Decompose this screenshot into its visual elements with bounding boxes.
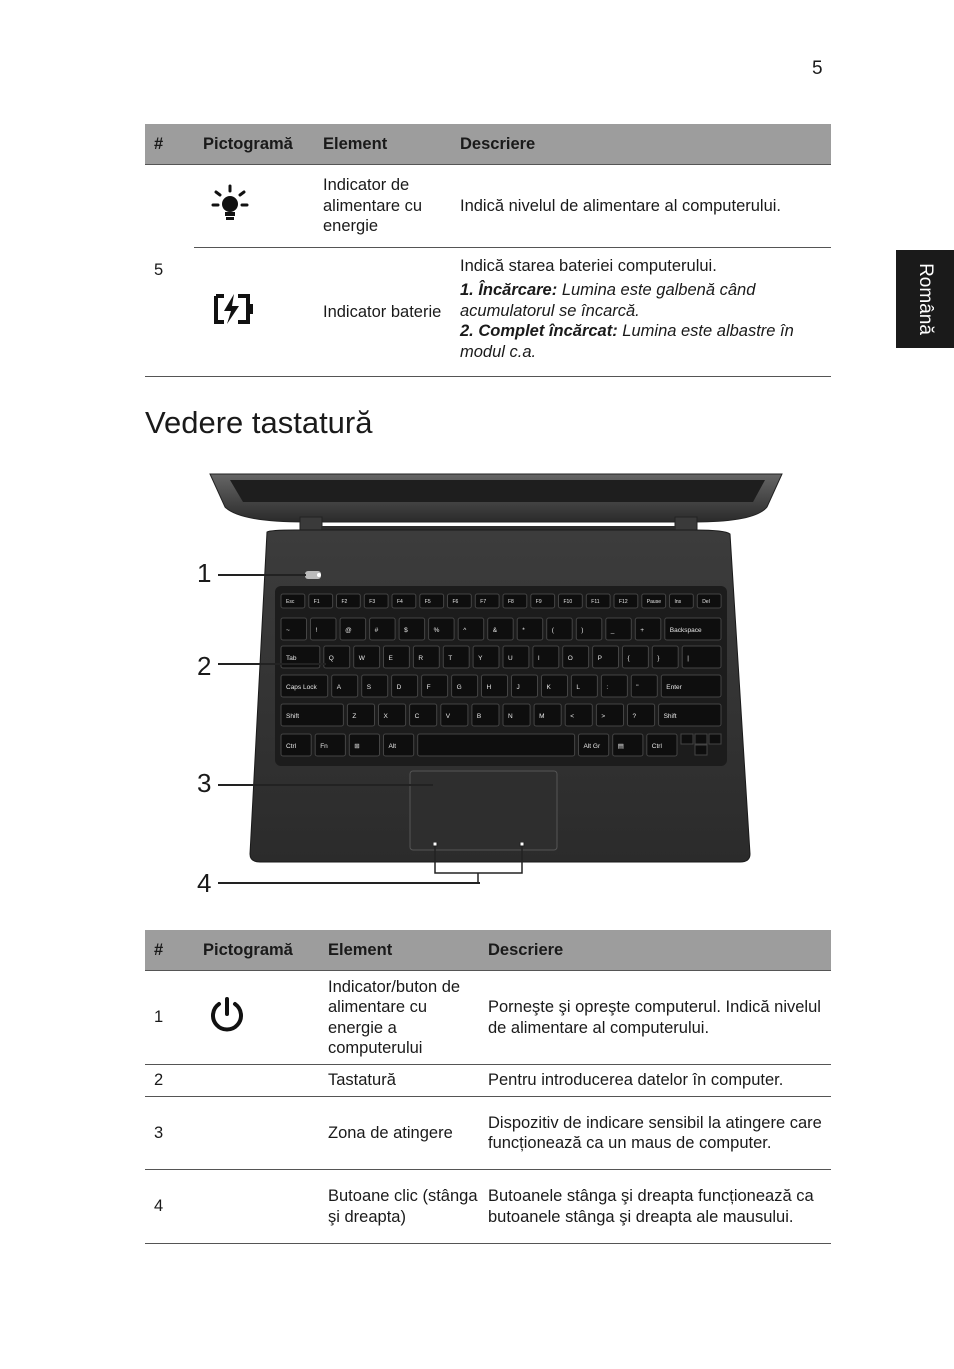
key xyxy=(576,618,602,640)
key-label: ? xyxy=(632,713,637,720)
key-label: @ xyxy=(345,627,352,634)
key xyxy=(542,675,568,697)
key-label: F1 xyxy=(313,599,320,605)
key-label: E xyxy=(388,655,393,662)
description-cell: Indică nivelul de alimentare al computerului. xyxy=(451,165,831,248)
key xyxy=(563,646,589,668)
header-number: # xyxy=(145,124,194,165)
key xyxy=(517,618,543,640)
element-cell: Tastatură xyxy=(319,1065,479,1097)
key-label: U xyxy=(508,655,513,662)
key-label: ~ xyxy=(286,627,290,634)
key-label: B xyxy=(476,713,482,720)
key xyxy=(340,618,366,640)
callout-line xyxy=(218,784,433,786)
key-label: " xyxy=(636,684,639,691)
key-label: K xyxy=(546,684,551,691)
description-text: Indică starea bateriei computerului. xyxy=(460,256,717,275)
key xyxy=(670,594,694,608)
sun-icon xyxy=(210,183,250,223)
charged-note xyxy=(460,321,831,362)
row-number: 4 xyxy=(145,1170,194,1244)
laptop-illustration xyxy=(195,462,795,902)
key-label: * xyxy=(522,627,525,634)
table-row xyxy=(145,248,831,377)
key-label: P xyxy=(597,655,602,662)
key-label: F xyxy=(426,684,431,691)
key xyxy=(593,646,619,668)
key-label: ^ xyxy=(463,627,467,634)
icon-cell xyxy=(194,971,319,1065)
table-row xyxy=(145,1097,831,1170)
callout-touchpad: 3 xyxy=(197,768,212,798)
callout-line xyxy=(218,574,306,576)
key-label: ) xyxy=(581,627,584,634)
table-header-row xyxy=(145,124,831,165)
key-label: > xyxy=(601,713,606,720)
key xyxy=(420,594,444,608)
key xyxy=(370,618,396,640)
key-label: & xyxy=(492,627,498,634)
language-tab xyxy=(896,250,954,348)
battery-charging-icon xyxy=(210,292,256,326)
key xyxy=(448,594,472,608)
key-label: Alt Gr xyxy=(583,743,601,750)
callout-keyboard: 2 xyxy=(197,651,212,681)
key xyxy=(635,618,661,640)
icon-cell xyxy=(194,1097,319,1170)
key xyxy=(547,618,573,640)
key-label: D xyxy=(396,684,402,691)
key-label: Caps Lock xyxy=(286,684,317,691)
element-cell: Indicator baterie xyxy=(314,248,451,377)
row-number: 3 xyxy=(145,1097,194,1170)
key-label: Z xyxy=(352,713,357,720)
header-icon: Pictogramă xyxy=(194,930,319,971)
key xyxy=(309,594,333,608)
key-label: F3 xyxy=(369,599,376,605)
key-label: : xyxy=(606,684,609,691)
callout-buttons: 4 xyxy=(197,868,212,898)
key-label: ⊞ xyxy=(354,743,360,750)
key xyxy=(606,618,632,640)
key-label: F4 xyxy=(397,599,403,605)
key-label: Enter xyxy=(666,684,682,691)
note-label: 1. Încărcare: xyxy=(460,281,558,300)
icon-cell xyxy=(194,165,314,248)
description-cell: Porneşte şi opreşte computerul. Indică nivelul de alimentare al computerului. xyxy=(479,971,831,1065)
power-icon xyxy=(208,996,246,1034)
language-tab-label: Română xyxy=(915,263,936,335)
table-header-row xyxy=(145,930,831,971)
key-label: V xyxy=(445,713,451,720)
key-label: S xyxy=(366,684,372,691)
key xyxy=(458,618,484,640)
key-label: R xyxy=(418,655,424,662)
key xyxy=(473,646,499,668)
key xyxy=(337,594,361,608)
key-label: Alt xyxy=(388,743,397,750)
description-cell: Dispozitiv de indicare sensibil la atingere care funcționează ca un maus de computer. xyxy=(479,1097,831,1170)
key xyxy=(354,646,380,668)
table-row xyxy=(145,971,831,1065)
key-label: T xyxy=(448,655,453,662)
key-label: F12 xyxy=(619,599,628,605)
description-cell xyxy=(451,248,831,377)
key-label: Q xyxy=(328,655,334,662)
key-label: ( xyxy=(551,627,554,634)
key xyxy=(652,646,678,668)
key xyxy=(324,646,350,668)
key xyxy=(332,675,358,697)
row-number: 5 xyxy=(145,165,194,377)
components-table xyxy=(145,930,831,1244)
header-element: Element xyxy=(319,930,479,971)
row-number: 2 xyxy=(145,1065,194,1097)
key-label: C xyxy=(414,713,420,720)
arrow-key xyxy=(695,745,707,755)
key-label: < xyxy=(570,713,574,720)
key-label: O xyxy=(567,655,573,662)
header-number: # xyxy=(145,930,194,971)
icon-cell xyxy=(194,1065,319,1097)
key xyxy=(601,675,627,697)
charging-note xyxy=(460,280,831,321)
key-label: # xyxy=(374,627,379,634)
key-label: F9 xyxy=(535,599,542,605)
header-description: Descriere xyxy=(451,124,831,165)
note-label: 2. Complet încărcat: xyxy=(460,322,618,341)
row-number: 1 xyxy=(145,971,194,1065)
key xyxy=(413,646,439,668)
header-icon: Pictogramă xyxy=(194,124,314,165)
key-label: J xyxy=(516,684,520,691)
key-label: H xyxy=(486,684,492,691)
key-label: ! xyxy=(315,627,318,634)
key-label: | xyxy=(687,655,689,662)
key-label: G xyxy=(456,684,462,691)
note-text: Lumina este albastre în modul c.a. xyxy=(460,322,794,361)
element-cell: Indicator/buton de alimentare cu energie a computerului xyxy=(319,971,479,1065)
key xyxy=(422,675,448,697)
key-label: N xyxy=(508,713,513,720)
key-label: Ctrl xyxy=(651,743,662,750)
key-label: F10 xyxy=(563,599,573,605)
callout-line xyxy=(218,663,326,665)
key-label: L xyxy=(576,684,581,691)
key xyxy=(631,675,657,697)
key xyxy=(623,646,649,668)
key-label: F6 xyxy=(452,599,459,605)
key-label: A xyxy=(336,684,342,691)
keyboard-figure xyxy=(195,462,795,902)
key xyxy=(392,675,418,697)
icon-cell xyxy=(194,248,314,377)
key-label: Pause xyxy=(646,599,661,605)
key xyxy=(418,734,575,756)
key-label: ▤ xyxy=(617,743,624,750)
callout-bracket xyxy=(433,842,525,884)
key-label: { xyxy=(627,655,630,662)
callout-power: 1 xyxy=(197,558,212,588)
key-label: Shift xyxy=(663,713,677,720)
key-label: } xyxy=(657,655,660,662)
key-label: F11 xyxy=(591,599,600,605)
key xyxy=(281,618,307,640)
key-label: Fn xyxy=(320,743,328,750)
key xyxy=(362,675,388,697)
key-label: Backspace xyxy=(669,627,702,634)
key xyxy=(512,675,538,697)
key-label: Esc xyxy=(286,599,295,605)
key-label: % xyxy=(433,627,440,634)
key xyxy=(364,594,388,608)
key xyxy=(503,594,527,608)
key-label: I xyxy=(537,655,540,662)
key-label: F5 xyxy=(424,599,431,605)
header-description: Descriere xyxy=(479,930,831,971)
description-cell: Butoanele stânga şi dreapta funcționează ca butoanele stânga şi dreapta ale mausului. xyxy=(479,1170,831,1244)
key-label: X xyxy=(383,713,388,720)
page-number: 5 xyxy=(812,58,823,79)
key xyxy=(571,675,597,697)
element-cell: Zona de atingere xyxy=(319,1097,479,1170)
key xyxy=(482,675,508,697)
key-label: $ xyxy=(404,627,408,634)
key-label: F7 xyxy=(480,599,487,605)
note-text: Lumina este galbenă când acumulatorul se încarcă. xyxy=(460,281,756,320)
key xyxy=(488,618,514,640)
section-title: Vedere tastatură xyxy=(145,405,373,440)
key xyxy=(311,618,337,640)
key xyxy=(384,646,410,668)
key xyxy=(531,594,555,608)
key-label: F2 xyxy=(341,599,348,605)
key xyxy=(399,618,425,640)
key xyxy=(452,675,478,697)
key-label: F8 xyxy=(508,599,514,605)
key-label: Y xyxy=(478,655,483,662)
table-row xyxy=(145,165,831,248)
arrow-key xyxy=(695,734,707,744)
key xyxy=(429,618,455,640)
key-label: Shift xyxy=(286,713,300,720)
header-element: Element xyxy=(314,124,451,165)
key xyxy=(533,646,559,668)
key xyxy=(503,646,529,668)
key-label: Tab xyxy=(286,655,297,662)
key-label: _ xyxy=(610,627,615,634)
element-cell: Butoane clic (stânga şi dreapta) xyxy=(319,1170,479,1244)
key-label: + xyxy=(640,627,645,634)
icon-cell xyxy=(194,1170,319,1244)
table-row xyxy=(145,1065,831,1097)
indicator-table xyxy=(145,124,831,377)
arrow-key xyxy=(681,734,693,744)
key-label: Del xyxy=(702,599,710,605)
table-row xyxy=(145,1170,831,1244)
key-label: M xyxy=(539,713,545,720)
key-label: Ctrl xyxy=(286,743,297,750)
key-label: Ins xyxy=(674,599,682,605)
arrow-key xyxy=(709,734,721,744)
key xyxy=(443,646,469,668)
element-cell: Indicator de alimentare cu energie xyxy=(314,165,451,248)
key xyxy=(475,594,499,608)
description-cell: Pentru introducerea datelor în computer. xyxy=(479,1065,831,1097)
key-label: W xyxy=(358,655,365,662)
key xyxy=(392,594,416,608)
